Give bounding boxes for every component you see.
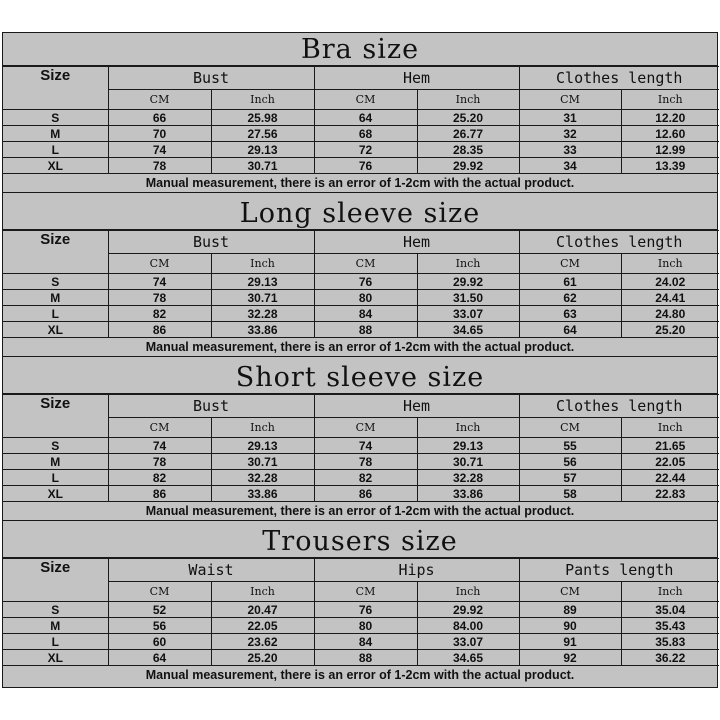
unit-inch: Inch — [211, 582, 314, 602]
value-cell: 82 — [108, 306, 211, 322]
section-long-sleeve-size — [3, 197, 717, 361]
table-row — [3, 306, 719, 322]
value-cell: 82 — [314, 470, 417, 486]
value-cell: 25.98 — [211, 110, 314, 126]
value-cell: 30.71 — [211, 158, 314, 174]
value-cell: 35.43 — [621, 618, 719, 634]
value-cell: 30.71 — [211, 290, 314, 306]
value-cell: 78 — [314, 454, 417, 470]
unit-cm: CM — [314, 254, 417, 274]
size-header: Size — [3, 67, 108, 110]
value-cell: 74 — [314, 438, 417, 454]
table-row — [3, 110, 719, 126]
value-cell: 30.71 — [211, 454, 314, 470]
value-cell: 56 — [108, 618, 211, 634]
size-cell: S — [3, 602, 108, 618]
value-cell: 68 — [314, 126, 417, 142]
unit-inch: Inch — [417, 254, 519, 274]
size-cell: S — [3, 110, 108, 126]
value-cell: 34.65 — [417, 322, 519, 338]
table-row — [3, 322, 719, 338]
unit-inch: Inch — [417, 90, 519, 110]
size-table — [3, 66, 719, 174]
size-table — [3, 230, 719, 338]
value-cell: 70 — [108, 126, 211, 142]
value-cell: 78 — [108, 290, 211, 306]
table-row — [3, 650, 719, 666]
value-cell: 36.22 — [621, 650, 719, 666]
value-cell: 61 — [519, 274, 621, 290]
value-cell: 23.62 — [211, 634, 314, 650]
size-header: Size — [3, 395, 108, 438]
size-cell: XL — [3, 650, 108, 666]
section-short-sleeve-size — [3, 361, 717, 525]
value-cell: 25.20 — [211, 650, 314, 666]
size-table — [3, 394, 719, 502]
unit-cm: CM — [108, 418, 211, 438]
value-cell: 28.35 — [417, 142, 519, 158]
value-cell: 74 — [108, 274, 211, 290]
value-cell: 33 — [519, 142, 621, 158]
value-cell: 29.92 — [417, 274, 519, 290]
value-cell: 72 — [314, 142, 417, 158]
unit-cm: CM — [519, 418, 621, 438]
unit-inch: Inch — [417, 418, 519, 438]
value-cell: 80 — [314, 290, 417, 306]
value-cell: 76 — [314, 602, 417, 618]
value-cell: 32 — [519, 126, 621, 142]
size-cell: M — [3, 618, 108, 634]
value-cell: 64 — [519, 322, 621, 338]
unit-inch: Inch — [211, 418, 314, 438]
value-cell: 20.47 — [211, 602, 314, 618]
value-cell: 21.65 — [621, 438, 719, 454]
section-title: Bra size — [3, 33, 717, 66]
unit-cm: CM — [108, 254, 211, 274]
value-cell: 88 — [314, 650, 417, 666]
table-row — [3, 602, 719, 618]
group-header: Bust — [108, 395, 314, 418]
group-header: Hem — [314, 67, 519, 90]
table-row — [3, 438, 719, 454]
value-cell: 35.83 — [621, 634, 719, 650]
table-row — [3, 158, 719, 174]
unit-cm: CM — [519, 254, 621, 274]
value-cell: 24.80 — [621, 306, 719, 322]
value-cell: 32.28 — [211, 470, 314, 486]
unit-cm: CM — [314, 418, 417, 438]
size-cell: S — [3, 274, 108, 290]
table-row — [3, 634, 719, 650]
value-cell: 29.13 — [211, 274, 314, 290]
unit-inch: Inch — [417, 582, 519, 602]
section-trousers-size — [3, 525, 717, 689]
value-cell: 33.07 — [417, 634, 519, 650]
table-row — [3, 274, 719, 290]
value-cell: 12.20 — [621, 110, 719, 126]
value-cell: 82 — [108, 470, 211, 486]
value-cell: 90 — [519, 618, 621, 634]
table-row — [3, 470, 719, 486]
value-cell: 58 — [519, 486, 621, 502]
value-cell: 80 — [314, 618, 417, 634]
value-cell: 86 — [108, 486, 211, 502]
unit-cm: CM — [519, 90, 621, 110]
value-cell: 64 — [314, 110, 417, 126]
unit-inch: Inch — [211, 254, 314, 274]
size-cell: S — [3, 438, 108, 454]
value-cell: 74 — [108, 142, 211, 158]
value-cell: 78 — [108, 454, 211, 470]
unit-cm: CM — [314, 582, 417, 602]
value-cell: 63 — [519, 306, 621, 322]
value-cell: 84 — [314, 634, 417, 650]
measurement-note: Manual measurement, there is an error of 1-2cm with the actual product. — [145, 668, 575, 682]
group-header: Clothes length — [519, 67, 719, 90]
value-cell: 25.20 — [621, 322, 719, 338]
value-cell: 74 — [108, 438, 211, 454]
value-cell: 91 — [519, 634, 621, 650]
value-cell: 24.41 — [621, 290, 719, 306]
section-bra-size — [3, 33, 717, 197]
table-row — [3, 486, 719, 502]
unit-cm: CM — [519, 582, 621, 602]
size-header: Size — [3, 559, 108, 602]
value-cell: 57 — [519, 470, 621, 486]
group-header: Clothes length — [519, 231, 719, 254]
value-cell: 76 — [314, 274, 417, 290]
size-cell: M — [3, 126, 108, 142]
measurement-note: Manual measurement, there is an error of 1-2cm with the actual product. — [3, 502, 717, 521]
measurement-note: Manual measurement, there is an error of 1-2cm with the actual product. — [3, 338, 717, 357]
value-cell: 55 — [519, 438, 621, 454]
value-cell: 34 — [519, 158, 621, 174]
group-header: Hem — [314, 395, 519, 418]
value-cell: 33.86 — [211, 486, 314, 502]
measurement-note: Manual measurement, there is an error of 1-2cm with the actual product. — [3, 174, 717, 193]
value-cell: 33.86 — [417, 486, 519, 502]
value-cell: 84.00 — [417, 618, 519, 634]
value-cell: 29.92 — [417, 158, 519, 174]
value-cell: 26.77 — [417, 126, 519, 142]
group-header: Bust — [108, 231, 314, 254]
section-title: Long sleeve size — [3, 197, 717, 230]
size-cell: M — [3, 454, 108, 470]
value-cell: 22.44 — [621, 470, 719, 486]
value-cell: 76 — [314, 158, 417, 174]
value-cell: 24.02 — [621, 274, 719, 290]
value-cell: 31.50 — [417, 290, 519, 306]
size-chart — [2, 32, 718, 688]
value-cell: 31 — [519, 110, 621, 126]
group-header: Pants length — [519, 559, 719, 582]
size-cell: L — [3, 142, 108, 158]
size-cell: XL — [3, 322, 108, 338]
value-cell: 60 — [108, 634, 211, 650]
value-cell: 30.71 — [417, 454, 519, 470]
value-cell: 88 — [314, 322, 417, 338]
value-cell: 22.83 — [621, 486, 719, 502]
value-cell: 35.04 — [621, 602, 719, 618]
value-cell: 29.92 — [417, 602, 519, 618]
table-row — [3, 454, 719, 470]
value-cell: 33.86 — [211, 322, 314, 338]
value-cell: 12.99 — [621, 142, 719, 158]
value-cell: 13.39 — [621, 158, 719, 174]
group-header: Hem — [314, 231, 519, 254]
value-cell: 89 — [519, 602, 621, 618]
size-cell: L — [3, 634, 108, 650]
unit-inch: Inch — [621, 582, 719, 602]
size-cell: M — [3, 290, 108, 306]
table-row — [3, 290, 719, 306]
size-cell: L — [3, 306, 108, 322]
unit-cm: CM — [108, 582, 211, 602]
value-cell: 78 — [108, 158, 211, 174]
size-cell: XL — [3, 158, 108, 174]
unit-inch: Inch — [621, 418, 719, 438]
value-cell: 33.07 — [417, 306, 519, 322]
table-row — [3, 126, 719, 142]
value-cell: 22.05 — [211, 618, 314, 634]
value-cell: 84 — [314, 306, 417, 322]
value-cell: 29.13 — [211, 142, 314, 158]
table-row — [3, 618, 719, 634]
unit-cm: CM — [314, 90, 417, 110]
section-title: Short sleeve size — [3, 361, 717, 394]
group-header: Waist — [108, 559, 314, 582]
group-header: Hips — [314, 559, 519, 582]
unit-inch: Inch — [621, 90, 719, 110]
unit-inch: Inch — [621, 254, 719, 274]
value-cell: 62 — [519, 290, 621, 306]
group-header: Clothes length — [519, 395, 719, 418]
size-table — [3, 558, 719, 666]
value-cell: 86 — [314, 486, 417, 502]
value-cell: 25.20 — [417, 110, 519, 126]
unit-cm: CM — [108, 90, 211, 110]
value-cell: 12.60 — [621, 126, 719, 142]
size-cell: XL — [3, 486, 108, 502]
unit-inch: Inch — [211, 90, 314, 110]
group-header: Bust — [108, 67, 314, 90]
value-cell: 66 — [108, 110, 211, 126]
section-title: Trousers size — [3, 525, 717, 558]
value-cell: 56 — [519, 454, 621, 470]
value-cell: 22.05 — [621, 454, 719, 470]
value-cell: 92 — [519, 650, 621, 666]
value-cell: 52 — [108, 602, 211, 618]
value-cell: 32.28 — [417, 470, 519, 486]
value-cell: 64 — [108, 650, 211, 666]
value-cell: 27.56 — [211, 126, 314, 142]
value-cell: 86 — [108, 322, 211, 338]
value-cell: 29.13 — [211, 438, 314, 454]
size-header: Size — [3, 231, 108, 274]
table-row — [3, 142, 719, 158]
value-cell: 34.65 — [417, 650, 519, 666]
size-cell: L — [3, 470, 108, 486]
value-cell: 32.28 — [211, 306, 314, 322]
value-cell: 29.13 — [417, 438, 519, 454]
